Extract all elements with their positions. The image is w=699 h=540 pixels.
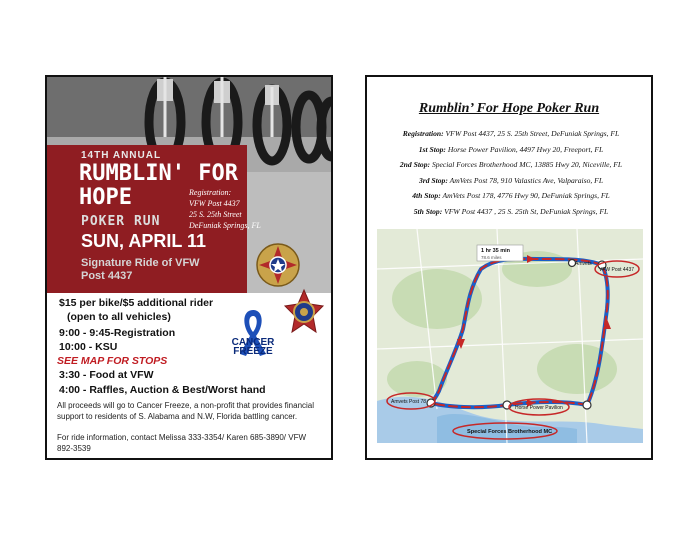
- annual-label: 14TH ANNUAL: [81, 150, 162, 161]
- stop-address: AmVets Post 178, 4776 Hwy 90, DeFuniak Springs, FL: [442, 191, 610, 201]
- map-marker: [583, 401, 591, 409]
- schedule-registration: 9:00 - 9:45-Registration: [59, 327, 176, 339]
- label-horse-power: Horse Power Pavilion: [515, 405, 563, 411]
- stop-address: VFW Post 4437 , 25 S. 25th St, DeFuniak Springs, FL: [444, 206, 609, 216]
- stop-item: [371, 173, 651, 189]
- signature-ride: [81, 257, 251, 283]
- event-subtitle: POKER RUN: [81, 214, 161, 229]
- stop-label: 1st Stop:: [418, 144, 446, 154]
- stop-address: VFW Post 4437, 25 S. 25th Street, DeFuniak Springs, FL: [445, 129, 620, 138]
- signature-line2: Post 4437: [81, 270, 133, 282]
- signature-line1: Signature Ride of VFW: [81, 257, 200, 269]
- vfw-auxiliary-emblem-icon: [283, 288, 325, 336]
- stop-label: 5th Stop:: [413, 206, 443, 216]
- registration-block: [189, 187, 289, 231]
- stop-list: [371, 126, 651, 220]
- stop-item: [371, 126, 651, 142]
- vfw-emblem-icon: [255, 242, 301, 288]
- stop-label: Registration:: [402, 129, 444, 138]
- cancer-freeze-line1: CANCER: [231, 337, 275, 348]
- route-distance: 78.6 miles: [481, 255, 502, 260]
- cancer-freeze-logo: [228, 308, 278, 360]
- stop-item: [371, 142, 651, 158]
- price-line2: (open to all vehicles): [67, 311, 171, 323]
- stop-label: 2nd Stop:: [399, 160, 431, 170]
- route-time: 1 hr 35 min: [481, 248, 511, 254]
- route-map: [377, 229, 643, 443]
- label-amvets-post: Amvets Post 78: [391, 399, 427, 405]
- event-date: SUN, APRIL 11: [81, 231, 207, 251]
- stop-item: [371, 188, 651, 204]
- stop-address: AmVets Post 78, 910 Valastics Ave, Valparaiso, FL: [449, 175, 604, 185]
- registration-line2: 25 S. 25th Street: [189, 210, 242, 219]
- contact-info: For ride information, contact Melissa 333-3354/ Karen 685-3890/ VFW 892-3539: [57, 433, 307, 453]
- stop-address: Special Forces Brotherhood MC, 13885 Hwy 20, Niceville, FL: [431, 160, 623, 170]
- event-flyer: [45, 75, 333, 460]
- registration-line1: VFW Post 4437: [189, 199, 240, 208]
- price-line1: $15 per bike/$5 additional rider: [59, 297, 214, 309]
- label-special-forces: Special Forces Brotherhood MC: [467, 429, 553, 435]
- stop-label: 4th Stop:: [412, 191, 441, 201]
- stop-item: [371, 157, 651, 173]
- see-map-note: SEE MAP FOR STOPS: [57, 355, 168, 367]
- registration-line3: DeFuniak Springs, FL: [189, 221, 261, 230]
- registration-label: Registration:: [189, 188, 232, 197]
- schedule-raffles: 4:00 - Raffles, Auction & Best/Worst hand: [59, 384, 266, 396]
- stop-address: Horse Power Pavilion, 4497 Hwy 20, Freeport, FL: [447, 144, 604, 154]
- schedule-food: 3:30 - Food at VFW: [59, 369, 154, 381]
- event-details: [47, 293, 331, 460]
- label-amvets-top: Amvets: [575, 261, 592, 267]
- route-sheet: [365, 75, 653, 460]
- schedule-ksu: 10:00 - KSU: [59, 341, 118, 353]
- event-title-line1: RUMBLIN' FOR: [79, 161, 238, 186]
- cancer-freeze-line2: FREEZE: [233, 346, 273, 357]
- cancer-freeze-text: [228, 338, 278, 356]
- proceeds-note: All proceeds will go to Cancer Freeze, a non-profit that provides financial support to residents of S. Alabama and N.W, Florida battling cancer.: [57, 401, 315, 421]
- route-title: Rumblin’ For Hope Poker Run: [418, 101, 600, 116]
- event-title-line2: HOPE: [79, 185, 132, 210]
- stop-label: 3rd Stop:: [418, 175, 448, 185]
- label-vfw-post: VFW Post 4437: [599, 267, 635, 273]
- stop-item: [371, 204, 651, 220]
